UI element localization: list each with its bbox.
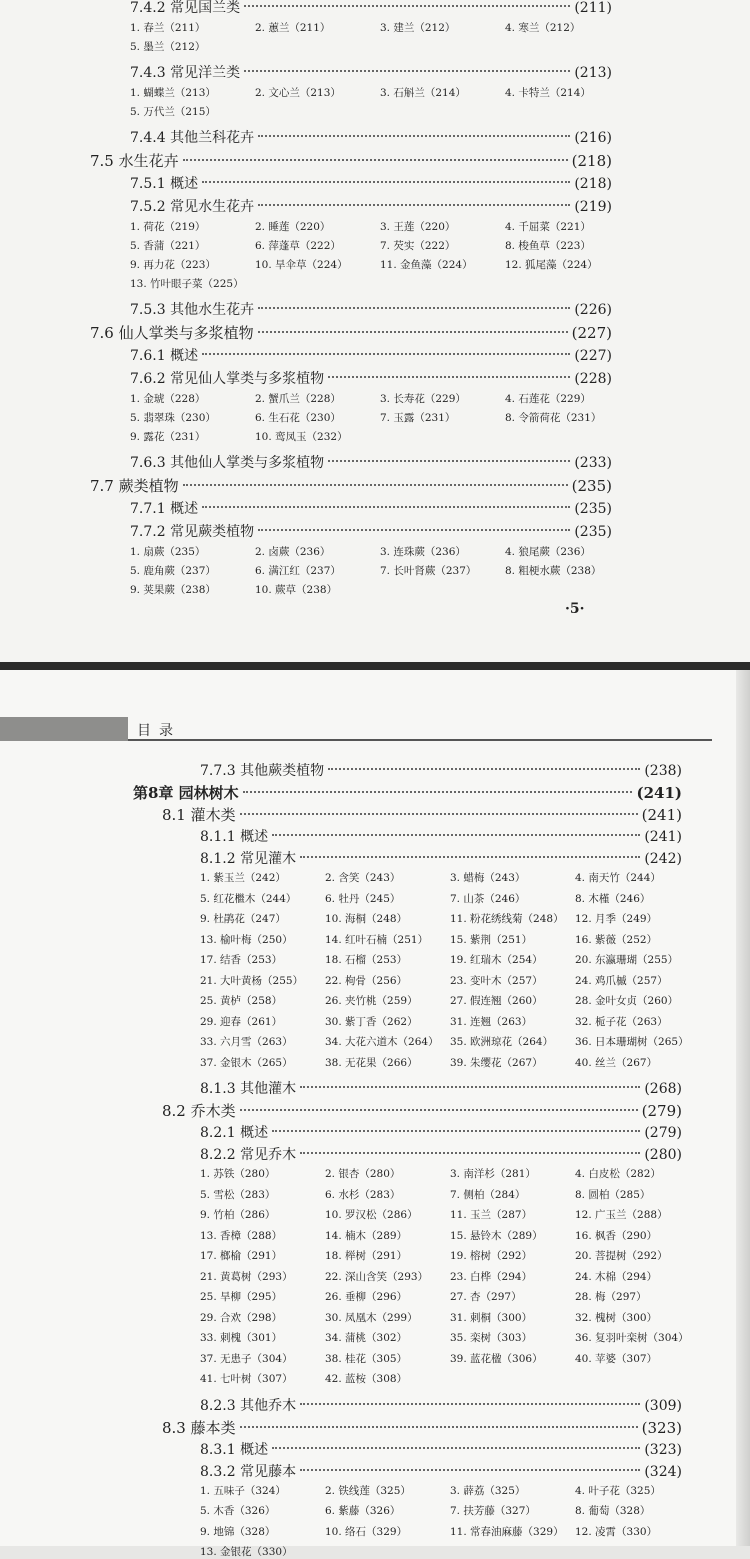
toc-entry-title: 7.5.2 常见水生花卉 xyxy=(130,199,255,215)
toc-entry xyxy=(200,760,682,780)
toc-subitem: 2. 卤蕨（236） xyxy=(255,546,331,558)
toc-subitem: 30. 紫丁香（262） xyxy=(325,1015,418,1028)
toc-subitem: 5. 雪松（283） xyxy=(200,1188,276,1201)
toc-entry xyxy=(130,345,612,365)
toc-subitem: 9. 杜鹃花（247） xyxy=(200,913,286,925)
dot-leader xyxy=(300,1469,640,1471)
toc-subitem: 2. 蟹爪兰（228） xyxy=(255,393,341,405)
toc-entry-page: (324) xyxy=(644,1463,682,1480)
toc-entry xyxy=(162,804,682,825)
toc-entry xyxy=(200,1395,682,1415)
toc-subitem: 12. 凌霄（330） xyxy=(575,1525,658,1538)
toc-subitem: 6. 萍蓬草（222） xyxy=(255,240,341,252)
toc-subitem: 10. 旱伞草（224） xyxy=(255,259,348,271)
toc-entry xyxy=(90,150,612,171)
toc-subitem: 3. 石斛兰（214） xyxy=(380,87,466,99)
toc-entry-page: (218) xyxy=(571,152,612,170)
toc-subitem: 6. 牡丹（245） xyxy=(325,892,401,905)
toc-subitem: 4. 南天竹（244） xyxy=(575,872,661,884)
dot-leader xyxy=(202,506,570,508)
toc-entry-page: (241) xyxy=(641,806,682,824)
dot-leader xyxy=(328,376,570,378)
toc-subitem: 33. 六月雪（263） xyxy=(200,1036,293,1048)
toc-subitem: 9. 竹柏（286） xyxy=(200,1209,276,1221)
toc-subitem: 1. 扇蕨（235） xyxy=(130,546,206,558)
toc-subitem: 21. 黄葛树（293） xyxy=(200,1270,293,1283)
toc-subitem: 36. 复羽叶栾树（304） xyxy=(575,1332,689,1344)
toc-subitem: 15. 悬铃木（289） xyxy=(450,1229,543,1242)
toc-entry xyxy=(130,196,612,216)
toc-subitem: 1. 金琥（228） xyxy=(130,393,206,405)
toc-subitem: 28. 金叶女贞（260） xyxy=(575,995,679,1007)
toc-entry xyxy=(130,173,612,193)
dot-leader xyxy=(202,181,570,183)
toc-subitem: 9. 荚果蕨（238） xyxy=(130,584,216,596)
toc-subitem: 5. 木香（326） xyxy=(200,1505,276,1517)
toc-entry xyxy=(130,299,612,319)
toc-subitem: 16. 紫薇（252） xyxy=(575,933,658,946)
toc-subitem: 37. 无患子（304） xyxy=(200,1352,293,1365)
toc-subitem: 3. 建兰（212） xyxy=(380,22,456,34)
dot-leader xyxy=(202,353,570,355)
dot-leader xyxy=(258,529,570,531)
toc-subitem: 18. 榉树（291） xyxy=(325,1250,408,1262)
toc-subitem: 16. 枫香（290） xyxy=(575,1229,658,1242)
toc-subitem: 26. 夹竹桃（259） xyxy=(325,995,418,1007)
dot-leader xyxy=(258,204,570,206)
toc-subitem: 34. 大花六道木（264） xyxy=(325,1036,439,1048)
toc-entry xyxy=(200,1122,682,1142)
toc-entry xyxy=(200,1439,682,1459)
toc-page-upper xyxy=(0,0,750,662)
dot-leader xyxy=(300,1086,640,1088)
toc-subitem: 6. 生石花（230） xyxy=(255,412,341,424)
toc-subitem: 3. 连珠蕨（236） xyxy=(380,546,466,558)
toc-entry-page: (227) xyxy=(571,324,612,342)
toc-entry-page: (219) xyxy=(574,199,612,215)
toc-entry xyxy=(130,452,612,472)
toc-subitem: 2. 睡莲（220） xyxy=(255,221,331,233)
dot-leader xyxy=(240,1109,638,1111)
toc-subitem: 4. 叶子花（325） xyxy=(575,1484,661,1497)
toc-entry-title: 8.2.1 概述 xyxy=(200,1125,269,1141)
toc-entry-title: 8.2.2 常见乔木 xyxy=(200,1147,297,1163)
toc-entry-page: (323) xyxy=(641,1418,682,1437)
toc-subitem: 25. 黄栌（258） xyxy=(200,995,283,1007)
toc-subitem: 4. 千屈菜（221） xyxy=(505,221,591,233)
toc-entry-title: 第8章 园林树木 xyxy=(133,784,239,802)
toc-entry-page: (235) xyxy=(574,501,612,517)
toc-entry-page: (233) xyxy=(574,455,612,471)
toc-entry-title: 8.3 藤本类 xyxy=(162,1418,236,1437)
toc-subitem: 34. 蒲桃（302） xyxy=(325,1332,408,1344)
toc-entry-title: 8.1.3 其他灌木 xyxy=(200,1081,297,1097)
toc-subitem: 9. 地锦（328） xyxy=(200,1525,276,1538)
toc-subitem: 1. 荷花（219） xyxy=(130,221,206,233)
toc-subitem: 7. 长叶肾蕨（237） xyxy=(380,565,477,577)
toc-subitem: 6. 水杉（283） xyxy=(325,1188,401,1201)
toc-subitem: 33. 刺槐（301） xyxy=(200,1332,283,1344)
toc-subitem: 1. 紫玉兰（242） xyxy=(200,872,286,884)
dot-leader xyxy=(258,135,570,137)
toc-subitem: 1. 苏铁（280） xyxy=(200,1168,276,1180)
toc-subitem: 32. 槐树（300） xyxy=(575,1311,658,1324)
toc-subitem: 10. 鸾凤玉（232） xyxy=(255,431,348,443)
toc-subitem: 20. 菩提树（292） xyxy=(575,1250,668,1262)
dot-leader xyxy=(272,1130,640,1132)
toc-subitem: 5. 香蒲（221） xyxy=(130,240,206,252)
toc-entry-page: (235) xyxy=(574,524,612,540)
dot-leader xyxy=(258,331,568,333)
toc-subitem: 7. 芡实（222） xyxy=(380,240,456,252)
toc-entry-title: 8.1.2 常见灌木 xyxy=(200,851,297,867)
toc-subitem: 1. 五味子（324） xyxy=(200,1484,286,1497)
toc-subitem: 8. 粗梗水蕨（238） xyxy=(505,565,602,577)
toc-subitem: 2. 文心兰（213） xyxy=(255,87,341,99)
toc-subitem: 14. 红叶石楠（251） xyxy=(325,933,429,946)
toc-subitem: 17. 榔榆（291） xyxy=(200,1250,283,1262)
toc-subitem: 20. 东瀛珊瑚（255） xyxy=(575,954,679,966)
toc-subitem: 1. 春兰（211） xyxy=(130,22,206,34)
toc-entry xyxy=(162,1417,682,1438)
toc-subitem: 32. 栀子花（263） xyxy=(575,1015,668,1028)
toc-entry xyxy=(200,848,682,868)
toc-subitem: 8. 葡萄（328） xyxy=(575,1505,651,1517)
toc-subitem: 11. 粉花绣线菊（248） xyxy=(450,913,564,925)
toc-subitem: 15. 紫荆（251） xyxy=(450,933,533,946)
dot-leader xyxy=(240,1426,638,1428)
toc-subitem: 9. 露花（231） xyxy=(130,431,206,443)
toc-subitem: 8. 梭鱼草（223） xyxy=(505,240,591,252)
dot-leader xyxy=(272,834,640,836)
dot-leader xyxy=(244,70,570,72)
dot-leader xyxy=(272,1447,640,1449)
toc-subitem: 8. 令箭荷花（231） xyxy=(505,412,602,424)
toc-subitem: 31. 连翘（263） xyxy=(450,1015,533,1028)
toc-entry-title: 7.4.2 常见国兰类 xyxy=(130,0,241,16)
toc-page-lower xyxy=(0,670,750,1558)
dot-leader xyxy=(244,5,570,7)
toc-subitem: 4. 寒兰（212） xyxy=(505,22,581,34)
toc-entry-page: (218) xyxy=(574,176,612,192)
header-rule xyxy=(128,717,712,741)
toc-subitem: 2. 含笑（243） xyxy=(325,872,401,884)
toc-subitem: 39. 蓝花楹（306） xyxy=(450,1352,543,1365)
toc-subitem: 13. 竹叶眼子菜（225） xyxy=(130,278,244,290)
toc-subitem: 7. 山茶（246） xyxy=(450,892,526,905)
toc-entry xyxy=(200,826,682,846)
toc-subitem: 6. 紫藤（326） xyxy=(325,1505,401,1517)
toc-entry-page: (268) xyxy=(644,1081,682,1097)
toc-subitem: 3. 蜡梅（243） xyxy=(450,872,526,884)
toc-subitem: 2. 铁线莲（325） xyxy=(325,1484,411,1497)
toc-entry-page: (241) xyxy=(636,784,682,802)
toc-subitem: 3. 南洋杉（281） xyxy=(450,1168,536,1180)
toc-subitem: 28. 梅（297） xyxy=(575,1291,647,1303)
toc-entry xyxy=(133,782,682,803)
toc-entry-page: (227) xyxy=(574,348,612,364)
toc-subitem: 10. 络石（329） xyxy=(325,1525,408,1538)
dot-leader xyxy=(328,768,640,770)
toc-entry-page: (323) xyxy=(644,1441,682,1458)
toc-entry-title: 7.5.3 其他水生花卉 xyxy=(130,302,255,318)
dot-leader xyxy=(240,813,638,815)
toc-subitem: 22. 深山含笑（293） xyxy=(325,1270,429,1283)
toc-subitem: 25. 旱柳（295） xyxy=(200,1291,283,1303)
toc-subitem: 3. 薜荔（325） xyxy=(450,1484,526,1497)
toc-subitem: 4. 白皮松（282） xyxy=(575,1168,661,1180)
toc-entry xyxy=(130,62,612,82)
toc-subitem: 11. 玉兰（287） xyxy=(450,1209,533,1221)
toc-subitem: 5. 墨兰（212） xyxy=(130,41,206,53)
toc-subitem: 41. 七叶树（307） xyxy=(200,1373,293,1385)
toc-subitem: 40. 丝兰（267） xyxy=(575,1056,658,1069)
page-header-title: 目录 xyxy=(137,723,181,739)
toc-subitem: 13. 金银花（330） xyxy=(200,1546,293,1558)
toc-entry-title: 7.6.2 常见仙人掌类与多浆植物 xyxy=(130,371,325,387)
toc-subitem: 18. 石榴（253） xyxy=(325,954,408,966)
toc-subitem: 23. 白桦（294） xyxy=(450,1270,533,1283)
toc-subitem: 3. 长寿花（229） xyxy=(380,393,466,405)
toc-subitem: 30. 凤凰木（299） xyxy=(325,1311,418,1324)
dot-leader xyxy=(300,1152,640,1154)
toc-entry-page: (280) xyxy=(644,1147,682,1163)
toc-entry-page: (279) xyxy=(641,1102,682,1120)
toc-subitem: 19. 榕树（292） xyxy=(450,1250,533,1262)
toc-subitem: 29. 合欢（298） xyxy=(200,1311,283,1324)
toc-subitem: 12. 广玉兰（288） xyxy=(575,1209,668,1221)
toc-subitem: 26. 垂柳（296） xyxy=(325,1291,408,1303)
toc-subitem: 35. 欧洲琼花（264） xyxy=(450,1036,554,1048)
toc-entry-page: (228) xyxy=(574,371,612,387)
toc-subitem: 13. 榆叶梅（250） xyxy=(200,933,293,946)
toc-subitem: 27. 假连翘（260） xyxy=(450,995,543,1007)
toc-entry-page: (279) xyxy=(644,1125,682,1141)
toc-subitem: 38. 无花果（266） xyxy=(325,1056,418,1069)
toc-subitem: 12. 狐尾藻（224） xyxy=(505,259,598,271)
toc-subitem: 42. 蓝桉（308） xyxy=(325,1373,408,1385)
toc-subitem: 22. 枸骨（256） xyxy=(325,974,408,987)
dot-leader xyxy=(258,307,570,309)
toc-entry-title: 8.3.2 常见藤本 xyxy=(200,1463,297,1480)
toc-subitem: 3. 王莲（220） xyxy=(380,221,456,233)
toc-entry-title: 7.7.2 常见蕨类植物 xyxy=(130,524,255,540)
toc-entry-page: (213) xyxy=(574,65,612,81)
dot-leader xyxy=(300,1403,640,1405)
toc-entry xyxy=(130,368,612,388)
toc-subitem: 39. 朱缨花（267） xyxy=(450,1056,543,1069)
toc-entry xyxy=(130,127,612,147)
toc-subitem: 21. 大叶黄杨（255） xyxy=(200,974,304,987)
toc-subitem: 7. 扶芳藤（327） xyxy=(450,1505,536,1517)
toc-entry-title: 7.6.3 其他仙人掌类与多浆植物 xyxy=(130,455,325,471)
toc-subitem: 5. 翡翠珠（230） xyxy=(130,412,216,424)
toc-subitem: 8. 圆柏（285） xyxy=(575,1188,651,1201)
toc-subitem: 5. 鹿角蕨（237） xyxy=(130,565,216,577)
toc-entry-title: 7.6 仙人掌类与多浆植物 xyxy=(90,324,254,342)
toc-subitem: 2. 银杏（280） xyxy=(325,1168,401,1180)
toc-subitem: 7. 侧柏（284） xyxy=(450,1188,526,1201)
toc-subitem: 5. 红花檵木（244） xyxy=(200,892,297,905)
toc-subitem: 2. 蕙兰（211） xyxy=(255,22,331,34)
toc-subitem: 37. 金银木（265） xyxy=(200,1056,293,1069)
toc-subitem: 10. 罗汉松（286） xyxy=(325,1209,418,1221)
toc-subitem: 5. 万代兰（215） xyxy=(130,106,216,118)
toc-subitem: 27. 杏（297） xyxy=(450,1291,522,1303)
toc-subitem: 13. 香樟（288） xyxy=(200,1229,283,1242)
toc-entry-page: (238) xyxy=(644,763,682,779)
toc-subitem: 4. 卡特兰（214） xyxy=(505,87,591,99)
toc-entry xyxy=(130,0,612,17)
toc-entry xyxy=(90,322,612,343)
toc-subitem: 23. 变叶木（257） xyxy=(450,974,543,987)
toc-entry-page: (241) xyxy=(644,829,682,845)
toc-subitem: 38. 桂花（305） xyxy=(325,1352,408,1365)
toc-subitem: 35. 栾树（303） xyxy=(450,1332,533,1344)
toc-entry xyxy=(90,475,612,496)
toc-entry-title: 7.5 水生花卉 xyxy=(90,152,179,170)
toc-entry-title: 8.1 灌木类 xyxy=(162,806,236,824)
toc-subitem: 24. 木棉（294） xyxy=(575,1270,658,1283)
toc-subitem: 12. 月季（249） xyxy=(575,913,658,925)
toc-entry-page: (211) xyxy=(574,0,612,16)
toc-subitem: 4. 狼尾蕨（236） xyxy=(505,546,591,558)
toc-entry-page: (226) xyxy=(574,302,612,318)
toc-entry xyxy=(200,1461,682,1481)
page-edge xyxy=(736,670,750,1546)
dot-leader xyxy=(328,460,570,462)
dot-leader xyxy=(300,856,640,858)
toc-subitem: 7. 玉露（231） xyxy=(380,412,456,424)
toc-entry-title: 8.2 乔木类 xyxy=(162,1102,236,1120)
toc-entry-title: 7.7 蕨类植物 xyxy=(90,477,179,495)
toc-subitem: 10. 蕨草（238） xyxy=(255,584,338,596)
toc-subitem: 4. 石莲花（229） xyxy=(505,393,591,405)
toc-entry-title: 7.4.3 常见洋兰类 xyxy=(130,65,241,81)
dot-leader xyxy=(183,484,568,486)
toc-subitem: 9. 再力花（223） xyxy=(130,259,216,271)
toc-entry xyxy=(200,1078,682,1098)
toc-entry-title: 7.6.1 概述 xyxy=(130,348,199,364)
dot-leader xyxy=(183,159,568,161)
dot-leader xyxy=(243,791,633,793)
toc-subitem: 11. 常春油麻藤（329） xyxy=(450,1525,564,1538)
toc-entry-page: (242) xyxy=(644,851,682,867)
toc-subitem: 8. 木槿（246） xyxy=(575,892,651,905)
toc-entry-title: 8.3.1 概述 xyxy=(200,1441,269,1458)
toc-entry xyxy=(200,1144,682,1164)
toc-subitem: 17. 结香（253） xyxy=(200,954,283,966)
toc-entry-page: (309) xyxy=(644,1397,682,1414)
page-gap xyxy=(0,662,750,670)
toc-entry-title: 7.7.3 其他蕨类植物 xyxy=(200,763,325,779)
toc-subitem: 36. 日本珊瑚树（265） xyxy=(575,1036,689,1048)
toc-subitem: 40. 苹婆（307） xyxy=(575,1352,658,1365)
toc-entry-page: (235) xyxy=(571,477,612,495)
toc-subitem: 6. 满江红（237） xyxy=(255,565,341,577)
toc-entry-title: 7.7.1 概述 xyxy=(130,501,199,517)
toc-entry-title: 7.5.1 概述 xyxy=(130,176,199,192)
page-number: ·5· xyxy=(565,601,585,617)
toc-subitem: 11. 金鱼藻（224） xyxy=(380,259,473,271)
toc-entry xyxy=(130,521,612,541)
toc-subitem: 1. 蝴蝶兰（213） xyxy=(130,87,216,99)
toc-subitem: 19. 红瑞木（254） xyxy=(450,954,543,966)
toc-entry xyxy=(162,1100,682,1121)
toc-subitem: 29. 迎春（261） xyxy=(200,1015,283,1028)
toc-entry-title: 8.2.3 其他乔木 xyxy=(200,1397,297,1414)
toc-entry-page: (216) xyxy=(574,130,612,146)
toc-subitem: 10. 海桐（248） xyxy=(325,913,408,925)
toc-entry xyxy=(130,498,612,518)
toc-subitem: 14. 楠木（289） xyxy=(325,1229,408,1242)
toc-entry-title: 7.4.4 其他兰科花卉 xyxy=(130,130,255,146)
toc-entry-title: 8.1.1 概述 xyxy=(200,829,269,845)
toc-subitem: 31. 刺桐（300） xyxy=(450,1311,533,1324)
toc-subitem: 24. 鸡爪槭（257） xyxy=(575,974,668,987)
